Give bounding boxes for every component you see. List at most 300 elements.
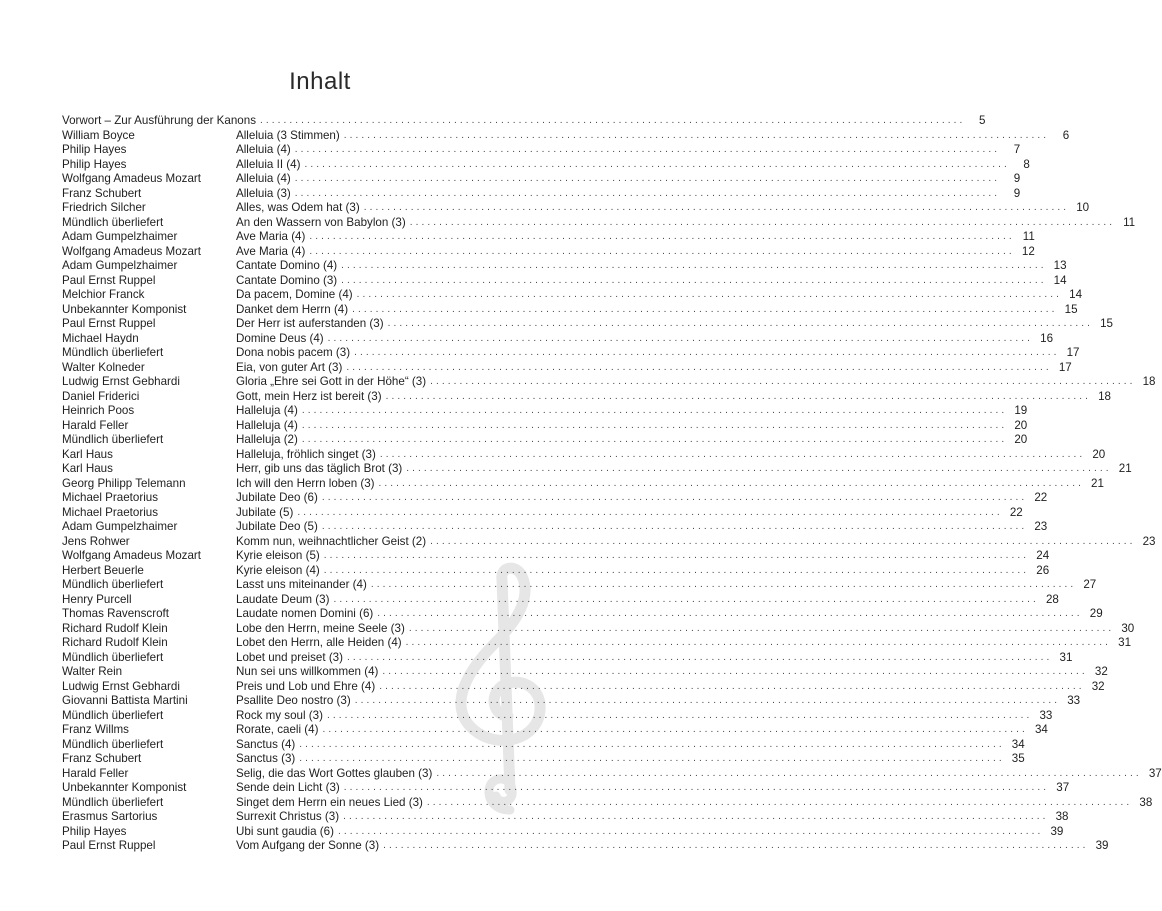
toc-page-number: 34 <box>1034 723 1048 736</box>
toc-title: Kyrie eleison (4) <box>236 564 324 579</box>
toc-page-number: 17 <box>1058 360 1072 374</box>
toc-composer: Mündlich überliefert <box>62 215 164 229</box>
toc-dot-leader: ........................................................................................................................ <box>408 622 1115 634</box>
toc-composer: Philip Hayes <box>62 143 127 156</box>
toc-composer: Wolfgang Amadeus Mozart <box>62 244 201 258</box>
toc-dot-leader: ........................................................................................................................ <box>301 405 1008 416</box>
toc-dot-leader: ........................................................................................................................ <box>354 347 1060 358</box>
toc-dot-leader: ........................................................................................................................ <box>385 390 1092 402</box>
toc-piece <box>236 201 1090 216</box>
toc-entry <box>62 665 1108 680</box>
toc-composer: Wolfgang Amadeus Mozart <box>62 172 201 185</box>
toc-entry <box>62 607 1103 622</box>
toc-title: Alleluia (4) <box>236 143 295 158</box>
toc-entry <box>62 447 1106 463</box>
toc-entry <box>62 534 1156 550</box>
toc-title: Komm nun, weihnachtlicher Geist (2) <box>236 535 430 550</box>
toc-page-number: 35 <box>1011 752 1025 765</box>
toc-piece <box>236 795 1153 811</box>
toc-page-number: 20 <box>1014 418 1028 432</box>
toc-dot-leader: ........................................................................................................................ <box>430 535 1136 547</box>
toc-page-number: 33 <box>1039 708 1053 722</box>
toc-piece <box>236 592 1059 608</box>
toc-title: Danket dem Herrn (4) <box>236 303 352 318</box>
toc-dot-leader: ........................................................................................................................ <box>363 202 1070 213</box>
toc-title: Jubilate Deo (6) <box>236 491 322 506</box>
toc-page-number: 39 <box>1095 839 1109 852</box>
toc-composer: Mündlich überliefert <box>62 578 164 591</box>
toc-dot-leader: ........................................................................................................................ <box>343 811 1049 822</box>
toc-entry <box>62 520 1048 535</box>
toc-piece <box>236 317 1113 332</box>
toc-title: Alleluia (3 Stimmen) <box>236 129 344 144</box>
toc-composer: Adam Gumpelzhaimer <box>62 230 178 243</box>
toc-page-number: 15 <box>1064 302 1078 316</box>
toc-dot-leader: ........................................................................................................................ <box>321 492 1028 503</box>
toc-title: Lobet den Herrn, alle Heiden (4) <box>236 636 406 651</box>
toc-title: Halleluja (2) <box>236 433 302 448</box>
toc-dot-leader: ........................................................................................................................ <box>326 709 1033 721</box>
toc-piece <box>236 157 1030 173</box>
toc-composer: Adam Gumpelzhaimer <box>62 520 178 533</box>
toc-entry <box>62 186 1021 202</box>
toc-dot-leader: ........................................................................................................................ <box>323 564 1030 576</box>
toc-piece <box>236 476 1104 492</box>
toc-title: Rorate, caeli (4) <box>236 723 322 738</box>
toc-entry <box>62 143 1021 158</box>
toc-dot-leader: ........................................................................................................................ <box>430 376 1136 387</box>
toc-dot-leader: ........................................................................................................................ <box>347 651 1053 663</box>
toc-entry <box>62 331 1054 347</box>
toc-piece <box>236 549 1050 564</box>
toc-entry <box>62 752 1025 767</box>
toc-page-number: 13 <box>1053 259 1067 272</box>
toc-dot-leader: ........................................................................................................................ <box>301 434 1008 445</box>
toc-piece <box>236 375 1156 390</box>
toc-dot-leader: ........................................................................................................................ <box>294 173 1001 184</box>
toc-entry <box>62 476 1104 492</box>
toc-dot-leader: ........................................................................................................................ <box>406 463 1112 474</box>
toc-title: Preis und Lob und Ehre (4) <box>236 680 379 695</box>
toc-composer: Friedrich Silcher <box>62 201 146 214</box>
toc-composer: Walter Rein <box>62 665 123 678</box>
toc-dot-leader: ........................................................................................................................ <box>309 231 1015 242</box>
toc-title: An den Wassern von Babylon (3) <box>236 216 410 231</box>
toc-composer: Franz Schubert <box>62 752 142 765</box>
toc-title: Sende dein Licht (3) <box>236 781 344 796</box>
toc-dot-leader: ........................................................................................................................ <box>337 825 1044 837</box>
toc-page-number: 16 <box>1040 331 1054 345</box>
toc-dot-leader: ........................................................................................................................ <box>343 782 1050 793</box>
toc-piece <box>236 534 1156 550</box>
toc-composer: Ludwig Ernst Gebhardi <box>62 679 180 693</box>
toc-dot-leader: ........................................................................................................................ <box>297 506 1003 518</box>
toc-piece <box>236 578 1097 593</box>
toc-entry <box>62 346 1080 361</box>
toc-entry <box>62 302 1078 318</box>
toc-piece <box>236 433 1028 448</box>
toc-piece <box>236 288 1083 303</box>
toc-piece <box>236 563 1050 579</box>
toc-composer: Michael Haydn <box>62 331 139 345</box>
toc-dot-leader: ........................................................................................................................ <box>346 361 1052 373</box>
toc-dot-leader: ........................................................................................................................ <box>309 245 1015 257</box>
toc-dot-leader: ........................................................................................................................ <box>387 318 1093 329</box>
toc-title: Alleluia (4) <box>236 172 295 187</box>
toc-piece <box>236 708 1053 724</box>
toc-page-number: 12 <box>1021 244 1035 258</box>
toc-page-number: 37 <box>1148 766 1162 780</box>
toc-page-number: 22 <box>1009 505 1023 519</box>
toc-composer: Giovanni Battista Martini <box>62 694 188 707</box>
toc-composer: Mündlich überliefert <box>62 433 164 446</box>
toc-page-number: 34 <box>1011 737 1025 751</box>
toc-page-number: 9 <box>1013 186 1021 200</box>
toc-piece <box>236 259 1067 274</box>
toc-page-number: 20 <box>1092 447 1106 461</box>
toc-entry <box>62 172 1021 187</box>
toc-page-number: 20 <box>1014 433 1028 446</box>
toc-entry <box>62 201 1090 216</box>
toc-entry <box>62 128 1070 144</box>
toc-page-number: 14 <box>1053 273 1067 287</box>
toc-page-number: 31 <box>1059 650 1073 664</box>
toc-entry <box>62 360 1072 376</box>
toc-entry <box>62 621 1135 637</box>
toc-dot-leader: ........................................................................................................................ <box>323 550 1030 561</box>
toc-piece <box>236 462 1132 477</box>
toc-composer: Thomas Ravenscroft <box>62 607 169 620</box>
toc-title: Dona nobis pacem (3) <box>236 346 354 361</box>
toc-piece <box>236 418 1028 434</box>
toc-title: Ave Maria (4) <box>236 230 309 245</box>
toc-piece <box>236 737 1025 753</box>
toc-piece <box>236 302 1078 318</box>
toc-page-number: 38 <box>1139 795 1153 809</box>
toc-page-number: 39 <box>1050 824 1064 838</box>
toc-title: Alleluia II (4) <box>236 158 304 173</box>
toc-title: Cantate Domino (4) <box>236 259 341 274</box>
toc-entry <box>62 824 1064 840</box>
toc-title: Ave Maria (4) <box>236 245 309 260</box>
toc-page-number: 14 <box>1069 288 1083 301</box>
toc-piece <box>236 621 1135 637</box>
toc-piece <box>236 346 1080 361</box>
toc-title: Rock my soul (3) <box>236 709 327 724</box>
toc-composer: Harald Feller <box>62 766 129 780</box>
toc-page-number: 7 <box>1013 143 1021 156</box>
toc-title: Gott, mein Herz ist bereit (3) <box>236 390 386 405</box>
toc-piece <box>236 723 1048 738</box>
toc-entry <box>62 491 1048 506</box>
toc-piece <box>236 665 1108 680</box>
toc-composer: Herbert Beuerle <box>62 563 144 577</box>
toc-page-number: 8 <box>1023 157 1030 171</box>
toc-entry <box>62 723 1048 738</box>
toc-composer: Mündlich überliefert <box>62 650 164 664</box>
toc-title: Alles, was Odem hat (3) <box>236 201 364 216</box>
toc-title: Herr, gib uns das täglich Brot (3) <box>236 462 406 477</box>
toc-dot-leader: ........................................................................................................................ <box>304 158 1010 170</box>
toc-page-number: 23 <box>1142 534 1156 548</box>
toc-dot-leader: ........................................................................................................................ <box>299 738 1005 750</box>
toc-dot-leader: ........................................................................................................................ <box>405 637 1112 648</box>
toc-dot-leader: ........................................................................................................................ <box>409 216 1116 228</box>
toc-entry <box>62 375 1156 390</box>
toc-piece <box>236 331 1054 347</box>
toc-dot-leader: ........................................................................................................................ <box>341 260 1047 271</box>
toc-piece <box>236 447 1106 463</box>
toc-piece <box>236 650 1073 666</box>
toc-piece <box>236 244 1035 260</box>
toc-piece <box>236 230 1035 245</box>
toc-title: Ich will den Herrn loben (3) <box>236 477 379 492</box>
toc-page-number: 31 <box>1118 636 1132 649</box>
toc-dot-leader: ........................................................................................................................ <box>301 419 1008 431</box>
toc-composer: Philip Hayes <box>62 824 127 838</box>
toc-piece <box>236 360 1072 376</box>
toc-page-number: 11 <box>1123 215 1136 229</box>
toc-composer: Franz Willms <box>62 723 129 736</box>
toc-composer: Mündlich überliefert <box>62 737 164 751</box>
toc-piece <box>236 824 1064 840</box>
toc-title: Halleluja (4) <box>236 404 302 419</box>
toc-title: Selig, die das Wort Gottes glauben (3) <box>236 767 436 782</box>
toc-piece <box>236 766 1162 782</box>
toc-composer: Harald Feller <box>62 418 129 432</box>
toc-entry <box>62 288 1083 303</box>
toc-entry <box>62 679 1105 695</box>
toc-title: Vom Aufgang der Sonne (3) <box>236 839 383 854</box>
toc-piece <box>236 404 1028 419</box>
toc-entry <box>62 549 1050 564</box>
toc-page-number: 22 <box>1034 491 1048 504</box>
toc-entry <box>62 578 1097 593</box>
toc-title: Lobet und preiset (3) <box>236 651 347 666</box>
toc-composer: Mündlich überliefert <box>62 708 164 722</box>
toc-composer: Richard Rudolf Klein <box>62 636 168 649</box>
toc-piece <box>236 810 1069 825</box>
toc-piece <box>236 172 1021 187</box>
toc-piece <box>236 636 1132 651</box>
toc-piece <box>236 781 1070 796</box>
toc-title: Surrexit Christus (3) <box>236 810 343 825</box>
toc-piece <box>236 389 1112 405</box>
toc-composer: Wolfgang Amadeus Mozart <box>62 549 201 562</box>
toc-title: Ubi sunt gaudia (6) <box>236 825 338 840</box>
toc-title: Halleluja (4) <box>236 419 302 434</box>
toc-dot-leader: ........................................................................................................................ <box>436 767 1142 779</box>
toc-piece <box>236 679 1105 695</box>
toc-title: Vorwort – Zur Ausführung der Kanons <box>62 114 260 129</box>
toc-entry <box>62 259 1067 274</box>
toc-entry <box>62 389 1112 405</box>
toc-page-number: 17 <box>1066 346 1080 359</box>
toc-composer: Paul Ernst Ruppel <box>62 273 156 287</box>
toc-composer: Heinrich Poos <box>62 404 135 417</box>
toc-piece <box>236 273 1067 289</box>
toc-title: Jubilate (5) <box>236 506 297 521</box>
toc-page-number: 5 <box>978 114 986 127</box>
toc-composer: Paul Ernst Ruppel <box>62 317 156 330</box>
toc-page-number: 9 <box>1013 172 1021 185</box>
toc-entry <box>62 636 1132 651</box>
toc-title: Eia, von guter Art (3) <box>236 361 346 376</box>
toc-entry <box>62 230 1035 245</box>
toc-entry <box>62 215 1136 231</box>
toc-page-number: 19 <box>1014 404 1028 417</box>
toc-page-number: 11 <box>1022 230 1035 243</box>
toc-entry <box>62 273 1067 289</box>
toc-entry <box>62 839 1109 854</box>
toc-dot-leader: ........................................................................................................................ <box>321 521 1028 532</box>
toc-dot-leader: ........................................................................................................................ <box>383 840 1089 851</box>
toc-entry <box>62 781 1070 796</box>
toc-composer: Michael Praetorius <box>62 505 159 519</box>
toc-entry <box>62 766 1162 782</box>
toc-entry <box>62 244 1035 260</box>
toc-entry <box>62 157 1030 173</box>
toc-entry <box>62 433 1028 448</box>
toc-title: Lasst uns miteinander (4) <box>236 578 371 593</box>
toc-piece <box>236 215 1136 231</box>
toc-composer: Karl Haus <box>62 462 113 475</box>
toc-page-number: 10 <box>1076 201 1090 214</box>
toc-entry <box>62 810 1069 825</box>
toc-title: Gloria „Ehre sei Gott in der Höhe“ (3) <box>236 375 430 390</box>
toc-title: Jubilate Deo (5) <box>236 520 322 535</box>
toc-page-number: 26 <box>1036 563 1050 577</box>
toc-entry <box>62 592 1059 608</box>
toc-page-number: 21 <box>1118 462 1132 475</box>
toc-title: Da pacem, Domine (4) <box>236 288 357 303</box>
toc-entry <box>62 708 1053 724</box>
toc-dot-leader: ........................................................................................................................ <box>377 608 1083 619</box>
toc-dot-leader: ........................................................................................................................ <box>294 187 1001 199</box>
toc-dot-leader: ........................................................................................................................ <box>333 593 1039 605</box>
toc-page-number: 6 <box>1062 128 1070 142</box>
toc-page-number: 37 <box>1056 781 1070 794</box>
toc-dot-leader: ........................................................................................................................ <box>379 448 1086 460</box>
toc-composer: Franz Schubert <box>62 186 142 200</box>
toc-entry <box>62 114 986 129</box>
toc-entry <box>62 650 1073 666</box>
toc-page-number: 21 <box>1091 476 1104 490</box>
toc-page-number: 18 <box>1098 389 1112 403</box>
toc-title: Halleluja, fröhlich singet (3) <box>236 448 380 463</box>
toc-composer: Paul Ernst Ruppel <box>62 839 156 852</box>
toc-title: Alleluia (3) <box>236 187 295 202</box>
toc-dot-leader: ........................................................................................................................ <box>356 289 1063 300</box>
toc-entry <box>62 737 1025 753</box>
toc-composer: Unbekannter Komponist <box>62 302 187 316</box>
table-of-contents <box>62 114 1162 854</box>
toc-entry <box>62 694 1081 709</box>
toc-dot-leader: ........................................................................................................................ <box>341 274 1047 286</box>
toc-page-number: 30 <box>1121 621 1135 635</box>
toc-page-number: 38 <box>1055 810 1069 823</box>
toc-title: Lobe den Herrn, meine Seele (3) <box>236 622 409 637</box>
toc-dot-leader: ........................................................................................................................ <box>352 303 1058 315</box>
toc-piece <box>236 505 1023 521</box>
toc-title: Nun sei uns willkommen (4) <box>236 665 382 680</box>
toc-title: Domine Deus (4) <box>236 332 328 347</box>
page-title: Inhalt <box>289 68 351 95</box>
toc-piece <box>236 520 1048 535</box>
toc-page-number: 18 <box>1142 375 1156 388</box>
toc-composer: Richard Rudolf Klein <box>62 621 168 635</box>
toc-page-number: 29 <box>1089 607 1103 620</box>
toc-title: Laudate nomen Domini (6) <box>236 607 377 622</box>
toc-composer: Georg Philipp Telemann <box>62 476 186 490</box>
toc-dot-leader: ........................................................................................................................ <box>382 666 1088 677</box>
toc-composer: Erasmus Sartorius <box>62 810 158 823</box>
toc-composer: Mündlich überliefert <box>62 795 164 809</box>
toc-page-number: 33 <box>1067 694 1081 707</box>
toc-dot-leader: ........................................................................................................................ <box>378 477 1084 489</box>
toc-piece <box>236 186 1021 202</box>
toc-page-number: 32 <box>1091 679 1105 693</box>
toc-composer: Mündlich überliefert <box>62 346 164 359</box>
toc-dot-leader: ........................................................................................................................ <box>322 724 1028 735</box>
toc-piece <box>236 491 1048 506</box>
toc-dot-leader: ........................................................................................................................ <box>370 579 1077 590</box>
toc-composer: William Boyce <box>62 128 135 142</box>
toc-piece <box>236 128 1070 144</box>
toc-entry <box>62 404 1028 419</box>
toc-title: Kyrie eleison (5) <box>236 549 324 564</box>
toc-piece <box>236 694 1081 709</box>
toc-piece <box>62 114 986 129</box>
toc-dot-leader: ........................................................................................................................ <box>260 115 966 126</box>
toc-entry <box>62 462 1132 477</box>
toc-composer: Michael Praetorius <box>62 491 159 504</box>
toc-page-number: 15 <box>1100 317 1113 330</box>
toc-title: Psallite Deo nostro (3) <box>236 694 355 709</box>
toc-composer: Adam Gumpelzhaimer <box>62 259 178 272</box>
toc-entry <box>62 418 1028 434</box>
toc-page-number: 28 <box>1045 592 1059 606</box>
toc-entry <box>62 317 1113 332</box>
toc-title: Sanctus (3) <box>236 752 299 767</box>
toc-page-number: 23 <box>1034 520 1048 533</box>
toc-entry <box>62 563 1050 579</box>
toc-page-number: 27 <box>1083 578 1097 591</box>
toc-page-number: 24 <box>1036 549 1050 562</box>
toc-composer: Melchior Franck <box>62 288 145 301</box>
toc-entry <box>62 505 1023 521</box>
toc-dot-leader: ........................................................................................................................ <box>327 332 1034 344</box>
toc-piece <box>236 839 1109 854</box>
toc-composer: Jens Rohwer <box>62 534 130 548</box>
toc-composer: Philip Hayes <box>62 157 127 171</box>
toc-composer: Ludwig Ernst Gebhardi <box>62 375 180 388</box>
toc-composer: Karl Haus <box>62 447 113 461</box>
toc-dot-leader: ........................................................................................................................ <box>294 144 1001 155</box>
toc-title: Laudate Deum (3) <box>236 593 333 608</box>
toc-composer: Walter Kolneder <box>62 360 145 374</box>
toc-page-number: 32 <box>1094 665 1108 678</box>
toc-title: Cantate Domino (3) <box>236 274 341 289</box>
toc-title: Der Herr ist auferstanden (3) <box>236 317 388 332</box>
toc-composer: Henry Purcell <box>62 592 132 606</box>
toc-composer: Unbekannter Komponist <box>62 781 187 794</box>
toc-entry <box>62 795 1153 811</box>
toc-piece <box>236 752 1025 767</box>
toc-dot-leader: ........................................................................................................................ <box>299 753 1005 764</box>
toc-dot-leader: ........................................................................................................................ <box>343 129 1050 141</box>
toc-composer: Daniel Friderici <box>62 389 140 403</box>
